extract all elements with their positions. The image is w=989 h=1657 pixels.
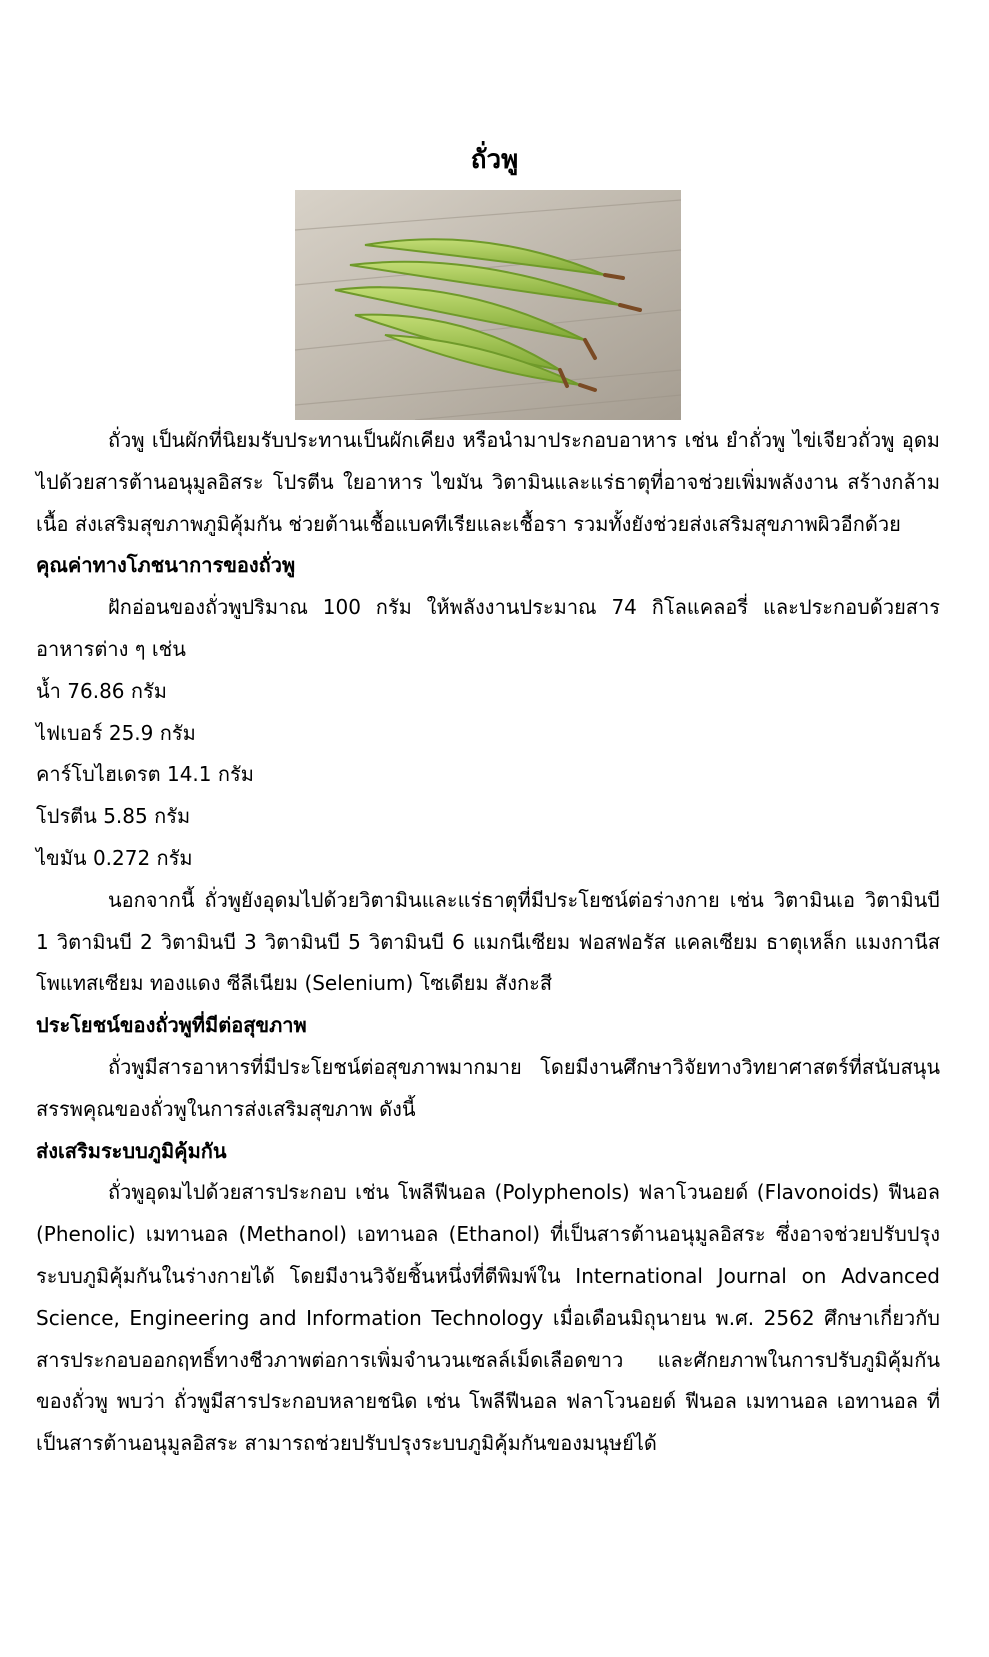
intro-paragraph: ถั่วพู เป็นผักที่นิยมรับประทานเป็นผักเคียง หรือนำมาประกอบอาหาร เช่น ยำถั่วพู ไข่เจียวถั่วพู อุดมไปด้วยสารต้านอนุมูลอิสระ โปรตีน ใยอาหาร ไขมัน วิตามินและแร่ธาตุที่อาจช่วยเพิ่มพลังงาน สร้างกล้ามเนื้อ ส่งเสริมสุขภาพภูมิคุ้มกัน ช่วยต้านเชื้อแบคทีเรียและเชื้อรา รวมทั้งยังช่วยส่งเสริมสุขภาพผิวอีกด้วย (36, 428, 940, 536)
nutrition-item-fat: ไขมัน 0.272 กรัม (36, 845, 193, 870)
article-body (36, 420, 940, 1465)
benefits-heading: ประโยชน์ของถั่วพูที่มีต่อสุขภาพ (36, 1013, 307, 1038)
nutrition-item-carbohydrate: คาร์โบไฮเดรต 14.1 กรัม (36, 762, 254, 787)
winged-bean-photo (295, 190, 681, 420)
benefits-paragraph: ถั่วพูมีสารอาหารที่มีประโยชน์ต่อสุขภาพมากมาย โดยมีงานศึกษาวิจัยทางวิทยาศาสตร์ที่สนับสนุนสรรพคุณของถั่วพูในการส่งเสริมสุขภาพ ดังนี้ (36, 1054, 940, 1121)
nutrition-item-water: น้ำ 76.86 กรัม (36, 678, 167, 703)
immune-heading: ส่งเสริมระบบภูมิคุ้มกัน (36, 1138, 227, 1163)
nutrition-item-protein: โปรตีน 5.85 กรัม (36, 804, 191, 829)
immune-paragraph: ถั่วพูอุดมไปด้วยสารประกอบ เช่น โพลีฟีนอล (Polyphenols) ฟลาโวนอยด์ (Flavonoids) ฟีนอล (Phenolic) เมทานอล (Methanol) เอทานอล (Ethanol) ที่เป็นสารต้านอนุมูลอิสระ ซึ่งอาจช่วยปรับปรุงระบบภูมิคุ้มกันในร่างกายได้ โดยมีงานวิจัยชิ้นหนึ่งที่ตีพิมพ์ใน International Journal on Advanced Science, Engineering and Information Technology เมื่อเดือนมิถุนายน พ.ศ. 2562 ศึกษาเกี่ยวกับสารประกอบออกฤทธิ์ทางชีวภาพต่อการเพิ่มจำนวนเซลล์เม็ดเลือดขาว และศักยภาพในการปรับภูมิคุ้มกันของถั่วพู พบว่า ถั่วพูมีสารประกอบหลายชนิด เช่น โพลีฟีนอล ฟลาโวนอยด์ ฟีนอล เมทานอล เอทานอล ที่เป็นสารต้านอนุมูลอิสระ สามารถช่วยปรับปรุงระบบภูมิคุ้มกันของมนุษย์ได้ (36, 1180, 940, 1456)
page-title: ถั่วพู (470, 145, 519, 175)
vitamins-paragraph: นอกจากนี้ ถั่วพูยังอุดมไปด้วยวิตามินและแร่ธาตุที่มีประโยชน์ต่อร่างกาย เช่น วิตามินเอ วิตามินบี 1 วิตามินบี 2 วิตามินบี 3 วิตามินบี 5 วิตามินบี 6 แมกนีเซียม ฟอสฟอรัส แคลเซียม ธาตุเหล็ก แมงกานีส โพแทสเซียม ทองแดง ซีลีเนียม (Selenium) โซเดียม สังกะสี (36, 887, 940, 996)
winged-bean-illustration (295, 190, 681, 420)
nutrition-item-fiber: ไฟเบอร์ 25.9 กรัม (36, 720, 196, 745)
nutrition-paragraph: ฝักอ่อนของถั่วพูปริมาณ 100 กรัม ให้พลังงานประมาณ 74 กิโลแคลอรี่ และประกอบด้วยสารอาหารต่าง ๆ เช่น (36, 595, 940, 661)
nutrition-heading: คุณค่าทางโภชนาการของถั่วพู (36, 553, 296, 578)
